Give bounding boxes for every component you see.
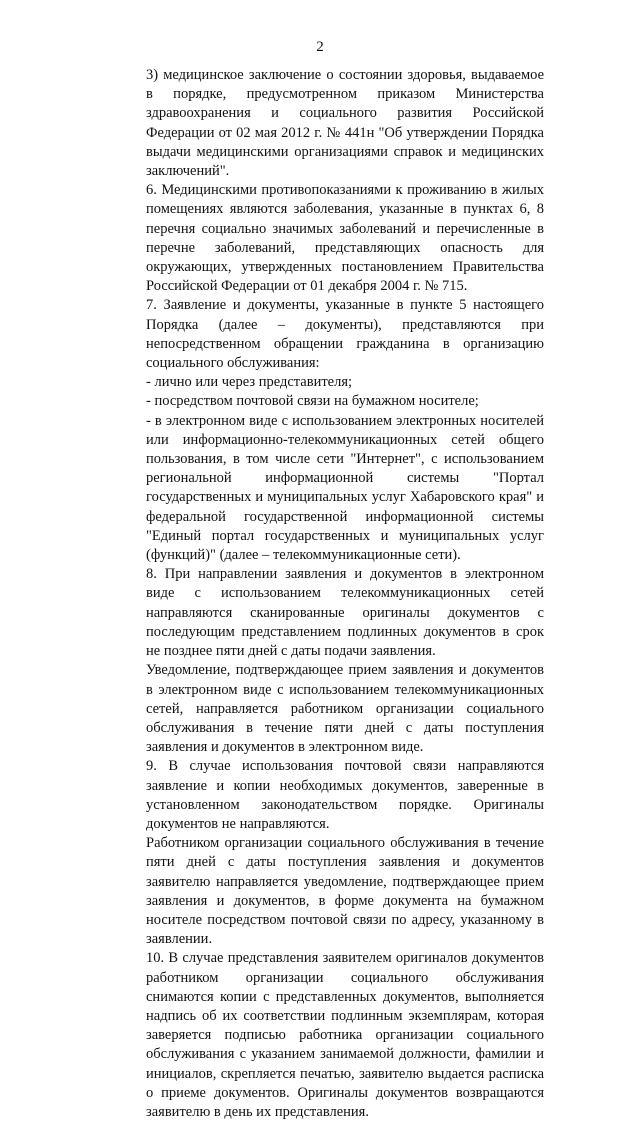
paragraph-point-10: 10. В случае представления заявителем оригиналов документов работником организации социального обслуживания снимаются копии с представленных документов, выполняется надпись об их соответствии подлинным экземплярам, которая заверяется подписью работника организации социального обслуживания с указанием занимаемой должности, фамилии и инициалов, скрепляется печатью, заявителю выдается расписка о приеме документов. Оригиналы документов возвращаются заявителю в день их представления. <box>146 950 544 1120</box>
paragraph-electronic-notice: Уведомление, подтверждающее прием заявления и документов в электронном виде с использованием телекоммуникационных сетей, направляется работником организации социального обслуживания в течение пяти дней с даты поступления заявления и документов в электронном виде. <box>146 662 544 756</box>
paragraph-item-3: 3) медицинское заключение о состоянии здоровья, выдаваемое в порядке, предусмотренном приказом Министерства здравоохранения и социального развития Российской Федерации от 02 мая 2012 г. № 441н "Об утверждении Порядка выдачи медицинскими организациями справок и медицинских заключений". <box>146 67 544 180</box>
list-item-postal: - посредством почтовой связи на бумажном носителе; <box>146 393 479 410</box>
list-item-electronic: - в электронном виде с использованием электронных носителей или информационно-телекоммуникационных сетей общего пользования, в том числе сети "Интернет", с использованием региональной информационной системы "Портал государственных и муниципальных услуг Хабаровского края" и федеральной государственной информационной системы "Единый портал государственных и муниципальных услуг (функций)" (далее – телекоммуникационные сети). <box>146 412 544 564</box>
paragraph-postal-notice: Работником организации социального обслуживания в течение пяти дней с даты поступления заявления и документов заявителю направляется уведомление, подтверждающее прием заявления и документов, в форме документа на бумажном носителе посредством почтовой связи по адресу, указанному в заявлении. <box>146 835 544 948</box>
paragraph-point-6: 6. Медицинскими противопоказаниями к проживанию в жилых помещениях являются заболевания, указанные в пунктах 6, 8 перечня социально значимых заболеваний и перечисленные в перечне заболеваний, представляющих опасность для окружающих, утвержденных постановлением Правительства Российской Федерации от 01 декабря 2004 г. № 715. <box>146 182 544 295</box>
list-item-in-person: - лично или через представителя; <box>146 374 353 391</box>
paragraph-point-7: 7. Заявление и документы, указанные в пункте 5 настоящего Порядка (далее – документы), представляются при непосредственном обращении гражданина в организацию социального обслуживания: <box>146 297 544 372</box>
paragraph-point-8: 8. При направлении заявления и документов в электронном виде с использованием телекоммуникационных сетей направляются сканированные оригиналы документов с последующим представлением подлинных документов в срок не позднее пяти дней с даты подачи заявления. <box>146 566 544 660</box>
document-body <box>146 66 544 1122</box>
paragraph-point-9: 9. В случае использования почтовой связи направляются заявление и копии необходимых документов, заверенные в установленном законодательством порядке. Оригиналы документов не направляются. <box>146 758 544 832</box>
page-number: 2 <box>316 39 324 55</box>
